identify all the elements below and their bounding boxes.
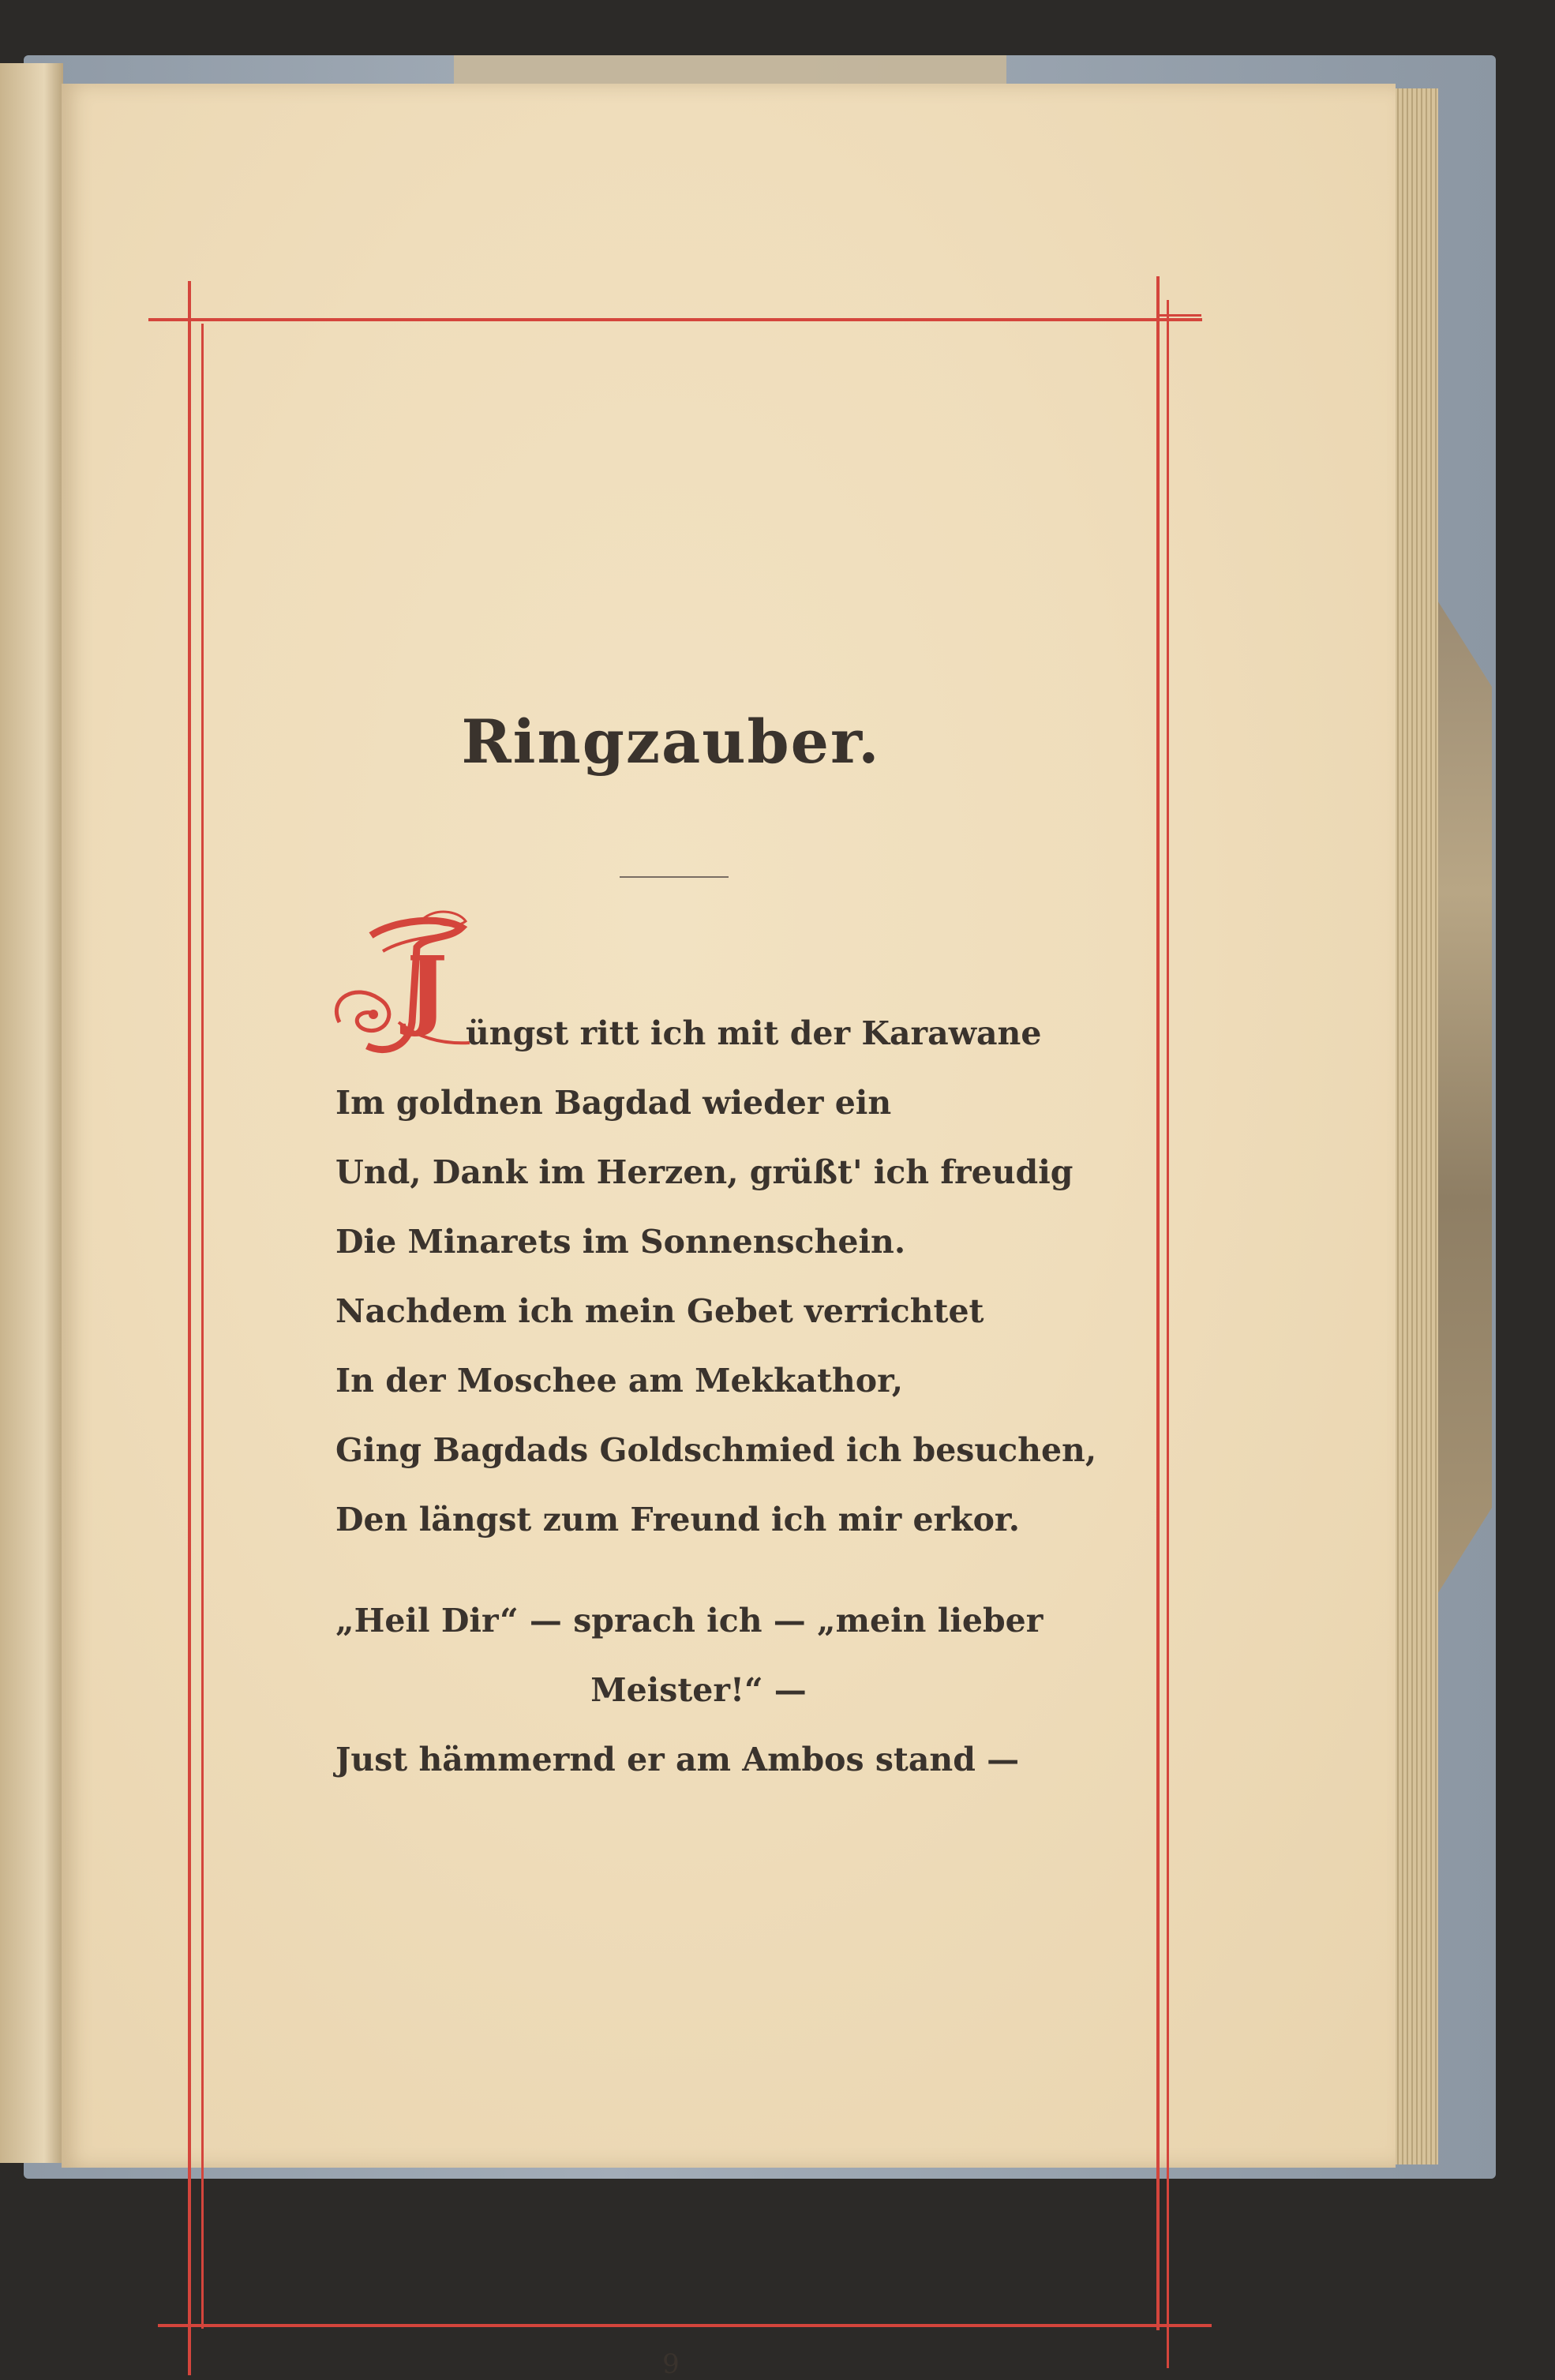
poem-line: Ging Bagdads Goldschmied ich besuchen, bbox=[335, 1431, 1097, 1469]
page-edges bbox=[1389, 88, 1438, 2164]
page-number: 9 bbox=[662, 2348, 680, 2380]
poem-body bbox=[335, 999, 1097, 1794]
poem-line: Nachdem ich mein Gebet verrichtet bbox=[335, 1292, 984, 1330]
dropcap-letter: J bbox=[407, 937, 448, 1039]
left-page-edge bbox=[0, 63, 63, 2163]
frame-rule-left bbox=[188, 281, 191, 2375]
title-divider bbox=[620, 876, 729, 878]
poem-line: Im goldnen Bagdad wieder ein bbox=[335, 1084, 892, 1122]
poem-line: Die Minarets im Sonnenschein. bbox=[335, 1223, 906, 1261]
poem-line: „Heil Dir“ — sprach ich — „mein lieber bbox=[335, 1602, 1044, 1640]
poem-line: Und, Dank im Herzen, grüßt' ich freudig bbox=[335, 1153, 1074, 1191]
frame-rule-top bbox=[148, 318, 1202, 321]
frame-rule-left-inner bbox=[201, 324, 204, 2329]
poem-line: In der Moschee am Mekkathor, bbox=[335, 1362, 903, 1400]
poem-line: Just hämmernd er am Ambos stand — bbox=[335, 1741, 1020, 1778]
poem-title: Ringzauber. bbox=[461, 707, 881, 777]
poem-line: üngst ritt ich mit der Karawane bbox=[466, 1014, 1042, 1052]
frame-rule-top-overhang bbox=[1158, 314, 1201, 317]
frame-rule-right-outer bbox=[1167, 300, 1169, 2368]
poem-line: Den längst zum Freund ich mir erkor. bbox=[335, 1501, 1021, 1539]
poem-line: Meister!“ — bbox=[590, 1671, 807, 1709]
frame-rule-right bbox=[1156, 276, 1160, 2330]
frame-rule-bottom bbox=[158, 2324, 1212, 2327]
